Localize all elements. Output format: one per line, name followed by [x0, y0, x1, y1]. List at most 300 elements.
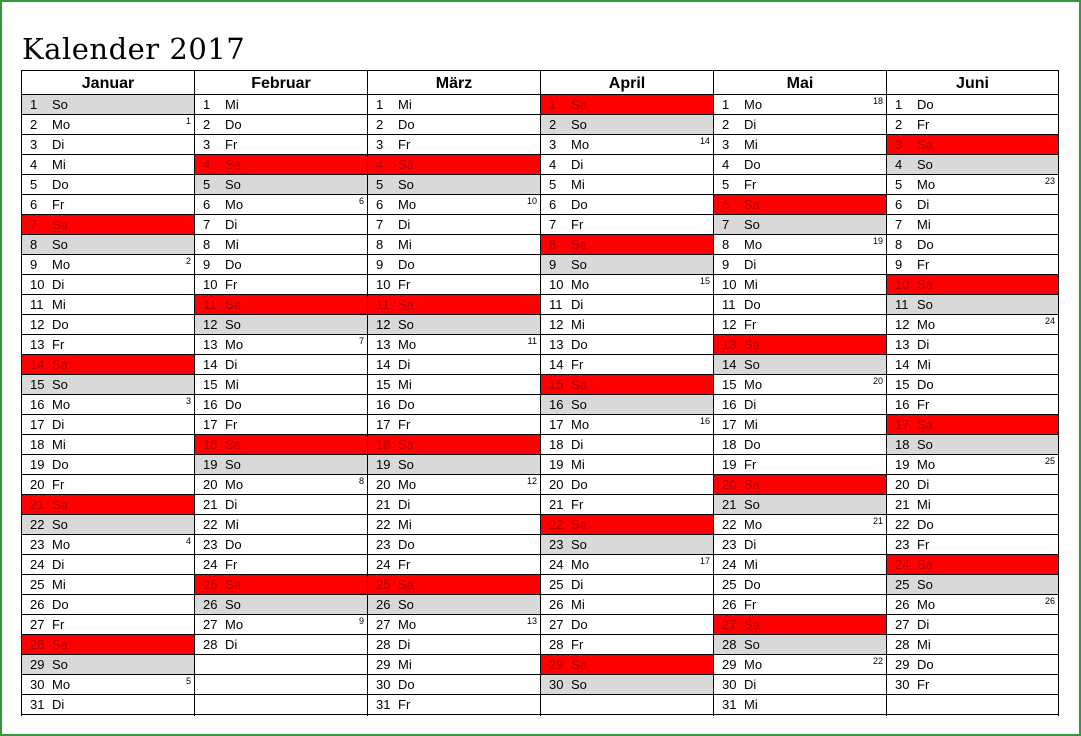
weekday-label: Sa: [52, 357, 68, 372]
day-number: 18: [376, 437, 391, 452]
day-number: 2: [722, 117, 730, 132]
day-row: [541, 295, 713, 315]
day-number: 1: [895, 97, 903, 112]
day-row: [541, 155, 713, 175]
weekday-label: Mo: [398, 197, 417, 212]
day-row: [368, 415, 540, 435]
weekday-label: Mi: [571, 457, 585, 472]
weekday-label: Fr: [744, 177, 757, 192]
day-number: 29: [376, 657, 391, 672]
day-number: 24: [895, 557, 910, 572]
day-row: [887, 115, 1058, 135]
day-number: 23: [203, 537, 218, 552]
weekday-label: Sa: [917, 137, 933, 152]
day-row: [887, 215, 1058, 235]
day-row: [541, 455, 713, 475]
day-number: 2: [549, 117, 557, 132]
weekday-label: Sa: [225, 577, 241, 592]
day-number: 9: [30, 257, 38, 272]
weekday-label: So: [917, 297, 933, 312]
day-row: [368, 395, 540, 415]
weekday-label: Di: [571, 157, 584, 172]
day-number: 12: [203, 317, 218, 332]
weekday-label: Mo: [52, 537, 71, 552]
day-row: [195, 495, 367, 515]
weekday-label: Mi: [917, 217, 931, 232]
weekday-label: Do: [917, 377, 934, 392]
day-number: 16: [203, 397, 218, 412]
day-number: 9: [895, 257, 903, 272]
day-number: 6: [722, 197, 730, 212]
day-number: 6: [549, 197, 557, 212]
day-row: [887, 155, 1058, 175]
weekday-label: Sa: [917, 277, 933, 292]
day-number: 4: [549, 157, 557, 172]
day-number: 10: [549, 277, 564, 292]
day-row: [887, 455, 1058, 475]
weekday-label: Sa: [917, 417, 933, 432]
day-number: 31: [30, 697, 45, 712]
day-number: 26: [549, 597, 564, 612]
day-number: 13: [203, 337, 218, 352]
day-row: [714, 135, 886, 155]
day-number: 25: [30, 577, 45, 592]
week-number: 18: [872, 96, 883, 106]
weekday-label: Di: [744, 397, 757, 412]
weekday-label: Fr: [398, 417, 411, 432]
day-row: [195, 355, 367, 375]
day-number: 12: [30, 317, 45, 332]
week-number: 4: [185, 536, 191, 546]
day-row: [714, 615, 886, 635]
weekday-label: Mi: [52, 157, 66, 172]
day-number: 15: [549, 377, 564, 392]
weekday-label: Mo: [744, 237, 763, 252]
day-number: 16: [30, 397, 45, 412]
weekday-label: Di: [571, 437, 584, 452]
day-number: 20: [203, 477, 218, 492]
day-number: 3: [203, 137, 211, 152]
weekday-label: So: [225, 457, 241, 472]
weekday-label: Di: [398, 497, 411, 512]
day-number: 11: [203, 297, 217, 312]
day-number: 1: [30, 97, 38, 112]
day-number: 14: [30, 357, 45, 372]
day-row: [714, 535, 886, 555]
day-row: [22, 395, 194, 415]
day-row: [22, 595, 194, 615]
day-row: [195, 535, 367, 555]
weekday-label: Fr: [225, 277, 238, 292]
day-number: 2: [30, 117, 38, 132]
day-row: [887, 95, 1058, 115]
day-number: 24: [376, 557, 391, 572]
month-header: Juni: [887, 70, 1058, 95]
day-number: 19: [30, 457, 45, 472]
day-number: 5: [549, 177, 557, 192]
weekday-label: Do: [917, 657, 934, 672]
day-number: 18: [895, 437, 910, 452]
day-row: [887, 135, 1058, 155]
day-number: 26: [376, 597, 391, 612]
empty-row: [887, 695, 1058, 715]
weekday-label: Mi: [225, 517, 239, 532]
day-number: 6: [30, 197, 38, 212]
day-number: 24: [722, 557, 737, 572]
weekday-label: Mo: [225, 337, 244, 352]
weekday-label: Do: [571, 197, 588, 212]
day-number: 8: [30, 237, 38, 252]
weekday-label: Di: [225, 217, 238, 232]
weekday-label: Sa: [52, 637, 68, 652]
weekday-label: Mo: [571, 277, 590, 292]
week-number: 8: [358, 476, 364, 486]
weekday-label: Di: [744, 257, 757, 272]
weekday-label: Di: [52, 417, 65, 432]
day-row: [22, 175, 194, 195]
day-row: [22, 275, 194, 295]
day-number: 27: [722, 617, 737, 632]
day-row: [368, 575, 540, 595]
day-row: [22, 355, 194, 375]
day-number: 22: [30, 517, 45, 532]
day-number: 27: [30, 617, 45, 632]
day-number: 9: [549, 257, 557, 272]
day-number: 17: [30, 417, 45, 432]
day-number: 28: [30, 637, 45, 652]
day-row: [195, 195, 367, 215]
day-row: [195, 615, 367, 635]
day-row: [22, 235, 194, 255]
day-row: [195, 415, 367, 435]
day-number: 21: [722, 497, 737, 512]
day-number: 22: [722, 517, 737, 532]
day-row: [195, 215, 367, 235]
day-number: 15: [30, 377, 45, 392]
weekday-label: Sa: [225, 437, 241, 452]
weekday-label: Sa: [398, 297, 414, 312]
day-number: 16: [549, 397, 564, 412]
weekday-label: Mi: [52, 297, 66, 312]
day-row: [368, 195, 540, 215]
weekday-label: Mi: [571, 177, 585, 192]
day-row: [22, 215, 194, 235]
weekday-label: Di: [917, 617, 930, 632]
day-row: [714, 455, 886, 475]
day-row: [887, 575, 1058, 595]
day-row: [887, 355, 1058, 375]
day-row: [368, 255, 540, 275]
day-number: 4: [203, 157, 211, 172]
day-row: [541, 255, 713, 275]
day-row: [714, 195, 886, 215]
month-column: [886, 70, 1059, 716]
day-row: [714, 255, 886, 275]
week-number: 15: [699, 276, 710, 286]
day-row: [541, 635, 713, 655]
week-number: 19: [872, 236, 883, 246]
weekday-label: Mi: [225, 97, 239, 112]
day-row: [541, 415, 713, 435]
day-row: [541, 575, 713, 595]
day-number: 9: [376, 257, 384, 272]
week-number: 2: [185, 256, 191, 266]
weekday-label: So: [744, 357, 760, 372]
weekday-label: Mo: [225, 477, 244, 492]
day-number: 5: [203, 177, 211, 192]
weekday-label: Mi: [917, 357, 931, 372]
day-number: 4: [895, 157, 903, 172]
day-row: [887, 375, 1058, 395]
day-number: 22: [203, 517, 218, 532]
day-row: [368, 95, 540, 115]
day-number: 11: [722, 297, 736, 312]
day-row: [714, 415, 886, 435]
weekday-label: Fr: [571, 357, 584, 372]
weekday-label: So: [398, 597, 414, 612]
day-row: [887, 515, 1058, 535]
day-row: [22, 695, 194, 715]
weekday-label: Sa: [744, 197, 760, 212]
weekday-label: Mo: [571, 137, 590, 152]
day-row: [714, 555, 886, 575]
weekday-label: Do: [744, 297, 761, 312]
day-number: 7: [30, 217, 38, 232]
weekday-label: Fr: [398, 697, 411, 712]
weekday-label: Fr: [52, 337, 65, 352]
weekday-label: Mo: [52, 677, 71, 692]
day-number: 12: [722, 317, 737, 332]
weekday-label: Mi: [571, 317, 585, 332]
day-row: [195, 435, 367, 455]
day-row: [368, 475, 540, 495]
weekday-label: Di: [744, 677, 757, 692]
day-row: [22, 495, 194, 515]
day-number: 13: [722, 337, 737, 352]
week-number: 25: [1044, 456, 1055, 466]
day-number: 23: [376, 537, 391, 552]
day-row: [714, 655, 886, 675]
weekday-label: So: [917, 437, 933, 452]
weekday-label: Do: [398, 117, 415, 132]
day-number: 14: [376, 357, 391, 372]
weekday-label: Mi: [398, 237, 412, 252]
weekday-label: Fr: [744, 317, 757, 332]
day-row: [887, 635, 1058, 655]
weekday-label: Mi: [744, 277, 758, 292]
day-row: [714, 595, 886, 615]
day-row: [368, 295, 540, 315]
day-number: 1: [203, 97, 211, 112]
weekday-label: Mo: [917, 317, 936, 332]
week-number: 13: [526, 616, 537, 626]
day-row: [368, 695, 540, 715]
day-row: [368, 315, 540, 335]
weekday-label: So: [225, 177, 241, 192]
day-row: [714, 175, 886, 195]
day-row: [22, 575, 194, 595]
day-row: [714, 395, 886, 415]
weekday-label: Sa: [52, 497, 68, 512]
day-row: [368, 495, 540, 515]
day-row: [368, 115, 540, 135]
day-row: [887, 295, 1058, 315]
day-number: 17: [203, 417, 218, 432]
week-number: 12: [526, 476, 537, 486]
day-row: [368, 355, 540, 375]
weekday-label: Sa: [571, 657, 587, 672]
weekday-label: Mi: [398, 377, 412, 392]
day-number: 30: [895, 677, 910, 692]
day-number: 18: [30, 437, 45, 452]
weekday-label: So: [52, 97, 68, 112]
day-row: [887, 475, 1058, 495]
weekday-label: Mo: [917, 457, 936, 472]
day-number: 24: [30, 557, 45, 572]
weekday-label: Mo: [571, 557, 590, 572]
day-number: 25: [895, 577, 910, 592]
week-number: 1: [185, 116, 191, 126]
weekday-label: Fr: [398, 557, 411, 572]
weekday-label: Fr: [571, 217, 584, 232]
weekday-label: Di: [917, 197, 930, 212]
day-row: [541, 315, 713, 335]
day-row: [22, 115, 194, 135]
day-number: 26: [30, 597, 45, 612]
day-number: 7: [895, 217, 903, 232]
day-number: 18: [549, 437, 564, 452]
weekday-label: So: [744, 637, 760, 652]
week-number: 22: [872, 656, 883, 666]
day-number: 29: [895, 657, 910, 672]
weekday-label: Mo: [571, 417, 590, 432]
weekday-label: Do: [225, 257, 242, 272]
day-row: [368, 455, 540, 475]
day-number: 28: [203, 637, 218, 652]
day-number: 19: [895, 457, 910, 472]
weekday-label: Do: [225, 537, 242, 552]
day-row: [195, 175, 367, 195]
day-row: [541, 615, 713, 635]
day-number: 18: [203, 437, 218, 452]
day-row: [714, 435, 886, 455]
week-number: 9: [358, 616, 364, 626]
day-number: 27: [376, 617, 391, 632]
weekday-label: Di: [52, 277, 65, 292]
day-row: [714, 355, 886, 375]
day-number: 15: [722, 377, 737, 392]
weekday-label: Mo: [398, 477, 417, 492]
day-number: 29: [722, 657, 737, 672]
day-number: 7: [203, 217, 211, 232]
day-number: 8: [549, 237, 557, 252]
day-row: [541, 275, 713, 295]
weekday-label: Fr: [52, 197, 65, 212]
day-row: [887, 595, 1058, 615]
weekday-label: Fr: [398, 137, 411, 152]
day-row: [541, 235, 713, 255]
weekday-label: Do: [571, 477, 588, 492]
weekday-label: Mi: [398, 97, 412, 112]
day-row: [368, 635, 540, 655]
weekday-label: Sa: [398, 157, 414, 172]
day-row: [714, 575, 886, 595]
day-number: 15: [203, 377, 218, 392]
day-row: [541, 435, 713, 455]
day-row: [368, 135, 540, 155]
day-number: 26: [203, 597, 218, 612]
day-number: 28: [722, 637, 737, 652]
day-number: 29: [30, 657, 45, 672]
day-number: 17: [895, 417, 910, 432]
day-row: [714, 295, 886, 315]
weekday-label: Di: [398, 217, 411, 232]
day-number: 31: [722, 697, 737, 712]
weekday-label: Fr: [571, 497, 584, 512]
weekday-label: Mi: [744, 697, 758, 712]
weekday-label: Fr: [225, 137, 238, 152]
day-row: [22, 455, 194, 475]
day-row: [195, 395, 367, 415]
weekday-label: Sa: [398, 437, 414, 452]
weekday-label: Sa: [744, 617, 760, 632]
weekday-label: So: [52, 237, 68, 252]
weekday-label: Do: [744, 577, 761, 592]
weekday-label: Di: [225, 497, 238, 512]
day-row: [368, 595, 540, 615]
day-number: 5: [30, 177, 38, 192]
day-row: [541, 535, 713, 555]
weekday-label: Fr: [52, 617, 65, 632]
day-number: 8: [895, 237, 903, 252]
day-number: 26: [895, 597, 910, 612]
day-number: 3: [895, 137, 903, 152]
day-row: [714, 515, 886, 535]
weekday-label: So: [398, 317, 414, 332]
day-row: [541, 135, 713, 155]
week-number: 21: [872, 516, 883, 526]
weekday-label: Di: [225, 637, 238, 652]
weekday-label: So: [571, 537, 587, 552]
day-number: 3: [30, 137, 38, 152]
day-number: 19: [549, 457, 564, 472]
day-row: [368, 375, 540, 395]
day-row: [368, 335, 540, 355]
day-row: [368, 275, 540, 295]
month-column: [194, 70, 367, 716]
weekday-label: Sa: [744, 337, 760, 352]
weekday-label: Fr: [744, 597, 757, 612]
week-number: 20: [872, 376, 883, 386]
day-number: 10: [722, 277, 737, 292]
week-number: 5: [185, 676, 191, 686]
week-number: 14: [699, 136, 710, 146]
day-row: [22, 375, 194, 395]
day-row: [541, 335, 713, 355]
day-row: [714, 215, 886, 235]
day-row: [22, 95, 194, 115]
weekday-label: Mo: [744, 517, 763, 532]
day-number: 6: [895, 197, 903, 212]
day-row: [22, 415, 194, 435]
day-row: [195, 475, 367, 495]
day-number: 24: [203, 557, 218, 572]
day-row: [714, 695, 886, 715]
day-number: 12: [549, 317, 564, 332]
month-header: Mai: [714, 70, 886, 95]
day-number: 25: [203, 577, 218, 592]
week-number: 26: [1044, 596, 1055, 606]
